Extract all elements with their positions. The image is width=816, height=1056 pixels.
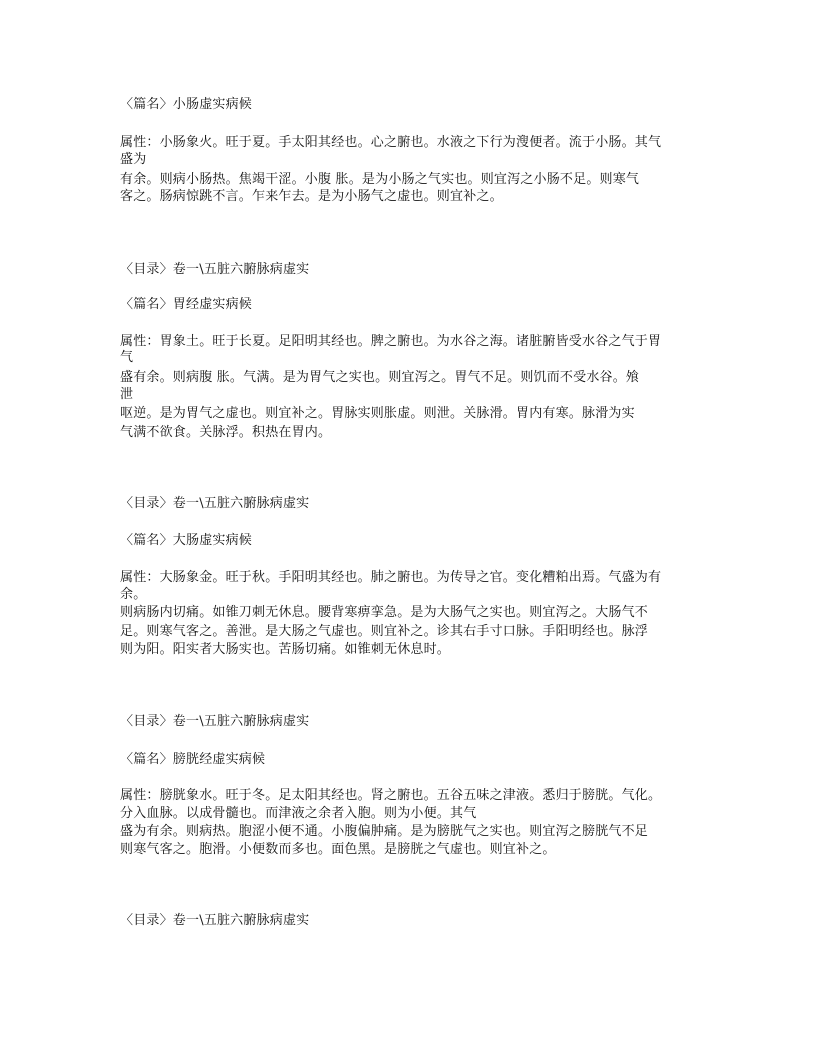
body-line: 属性：膀胱象水。旺于冬。足太阳其经也。肾之腑也。五谷五味之津液。悉归于膀胱。气化。 [120, 788, 662, 803]
body-line: 属性：小肠象火。旺于夏。手太阳其经也。心之腑也。水液之下行为溲便者。流于小肠。其气 [120, 135, 662, 150]
body-line: 则寒气客之。胞滑。小便数而多也。面色黑。是膀胱之气虚也。则宜补之。 [120, 842, 556, 857]
body-line: 属性：大肠象金。旺于秋。手阳明其经也。肺之腑也。为传导之官。变化糟粕出焉。气盛为有 [120, 570, 662, 585]
toc-line: 〈目录〉卷一\五脏六腑脉病虚实 [120, 714, 310, 729]
body-line: 则为阳。阳实者大肠实也。苦肠切痛。如锥刺无休息时。 [120, 642, 451, 657]
body-line: 客之。肠病惊跳不言。乍来乍去。是为小肠气之虚也。则宜补之。 [120, 189, 503, 204]
body-line: 气 [120, 350, 134, 365]
body-line: 属性：胃象土。旺于长夏。足阳明其经也。脾之腑也。为水谷之海。诸脏腑皆受水谷之气于胃 [120, 334, 662, 349]
section-title: 〈篇名〉膀胱经虚实病候 [120, 752, 266, 767]
body-line: 盛有余。则病腹 胀。气满。是为胃气之实也。则宜泻之。胃气不足。则饥而不受水谷。飧 [120, 370, 640, 385]
section-title: 〈篇名〉大肠虚实病候 [120, 533, 253, 548]
body-line: 盛为 [120, 152, 147, 167]
body-line: 盛为有余。则病热。胞涩小便不通。小腹偏肿痛。是为膀胱气之实也。则宜泻之膀胱气不足 [120, 824, 649, 839]
toc-line: 〈目录〉卷一\五脏六腑脉病虚实 [120, 262, 310, 277]
section-title: 〈篇名〉小肠虚实病候 [120, 97, 253, 112]
section-title: 〈篇名〉胃经虚实病候 [120, 297, 253, 312]
toc-line: 〈目录〉卷一\五脏六腑脉病虚实 [120, 496, 310, 511]
body-line: 气满不欲食。关脉浮。积热在胃内。 [120, 425, 332, 440]
toc-line: 〈目录〉卷一\五脏六腑脉病虚实 [120, 913, 310, 928]
body-line: 则病肠内切痛。如锥刀刺无休息。腰背寒痹挛急。是为大肠气之实也。则宜泻之。大肠气不 [120, 605, 649, 620]
body-line: 足。则寒气客之。善泄。是大肠之气虚也。则宜补之。诊其右手寸口脉。手阳明经也。脉浮 [120, 624, 649, 639]
body-line: 余。 [120, 587, 147, 602]
body-line: 呕逆。是为胃气之虚也。则宜补之。胃脉实则胀虚。则泄。关脉滑。胃内有寒。脉滑为实 [120, 406, 635, 421]
body-line: 泄 [120, 387, 134, 402]
body-line: 有余。则病小肠热。焦竭干涩。小腹 胀。是为小肠之气实也。则宜泻之小肠不足。则寒气 [120, 172, 640, 187]
body-line: 分入血脉。以成骨髓也。而津液之余者入胞。则为小便。其气 [120, 806, 477, 821]
